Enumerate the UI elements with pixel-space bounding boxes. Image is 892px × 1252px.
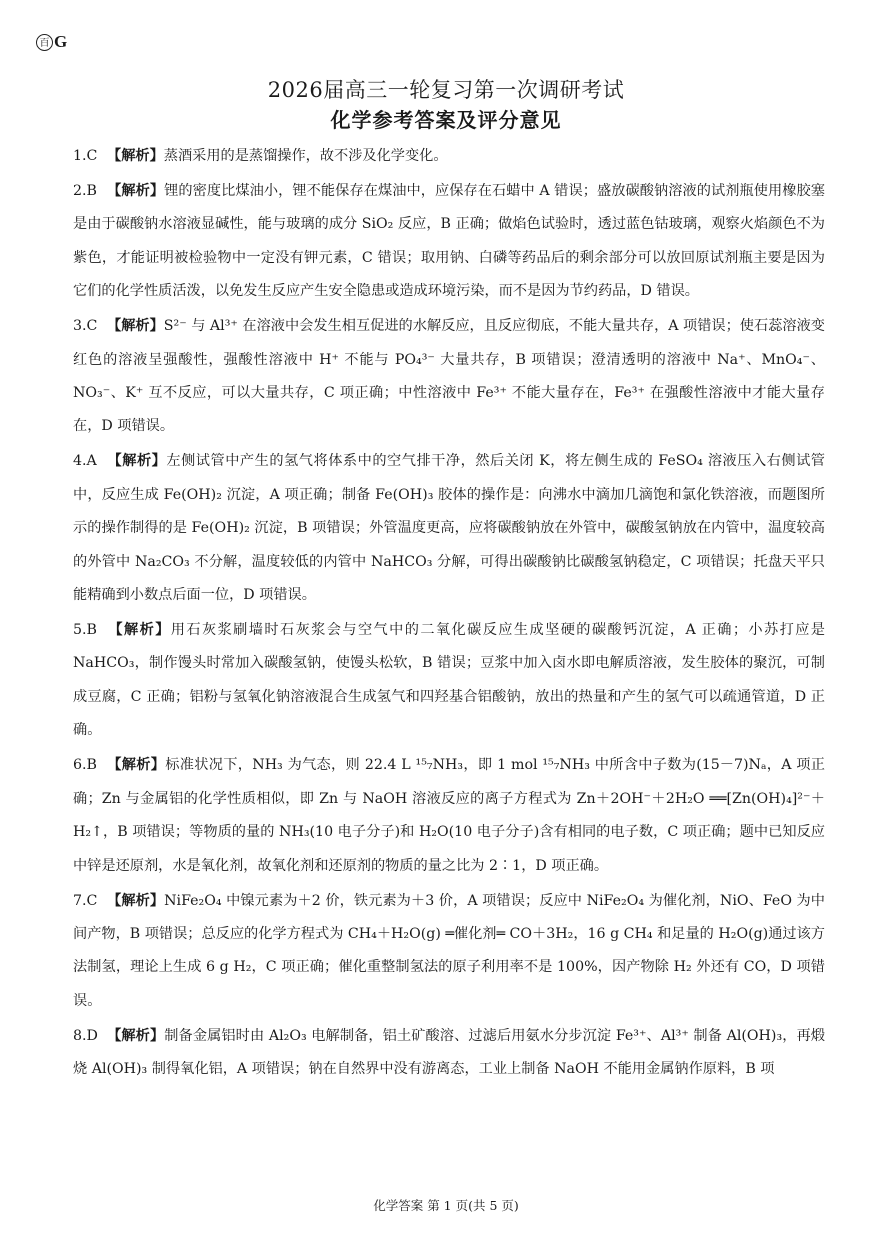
logo-circle: 百 bbox=[36, 34, 53, 51]
analysis-tag: 【解析】 bbox=[107, 453, 167, 470]
exam-title: 2026届高三一轮复习第一次调研考试 bbox=[267, 78, 625, 102]
analysis-text: 用石灰浆刷墙时石灰浆会与空气中的二氧化碳反应生成坚硬的碳酸钙沉淀，A 正确；小苏打应是 NaHCO₃，制作馒头时常加入碳酸氢钠，使馒头松软，B 错误；豆浆中加入卤水即电解质溶液，发生胶体的聚沉，可制成豆腐，C 正确；铝粉与氢氧化钠溶液混合生成氢气和四羟基合铝酸钠，放出的热量和产生的氢气可以疏通管道，D 正确。 bbox=[73, 622, 825, 739]
page-footer: 化学答案 第 1 页(共 5 页) bbox=[373, 1198, 519, 1213]
analysis-text: 蒸酒采用的是蒸馏操作，故不涉及化学变化。 bbox=[163, 148, 448, 164]
answer-number: 2.B bbox=[73, 183, 97, 199]
analysis-tag: 【解析】 bbox=[107, 622, 171, 639]
answer-number: 5.B bbox=[73, 622, 97, 639]
analysis-text: S²⁻ 与 Al³⁺ 在溶液中会发生相互促进的水解反应，且反应彻底，不能大量共存，A 项错误；使石蕊溶液变红色的溶液呈强酸性，强酸性溶液中 H⁺ 不能与 PO₄³⁻ 大量共存，B 项错误；澄清透明的溶液中 Na⁺、MnO₄⁻、NO₃⁻、K⁺ 互不反应，可以大量共存，C 项正确；中性溶液中 Fe³⁺ 不能大量存在，Fe³⁺ 在强酸性溶液中才能大量存在，D 项错误。 bbox=[73, 318, 825, 435]
analysis-tag: 【解析】 bbox=[107, 183, 165, 199]
answer-list bbox=[73, 140, 825, 1088]
analysis-tag: 【解析】 bbox=[107, 1027, 165, 1044]
answer-item-6 bbox=[73, 749, 825, 883]
answer-number: 6.B bbox=[73, 757, 97, 774]
answer-item-2 bbox=[73, 175, 825, 309]
answer-number: 7.C bbox=[73, 892, 98, 909]
answer-item-5 bbox=[73, 614, 825, 748]
answer-item-1 bbox=[73, 140, 825, 173]
logo-letter: G bbox=[54, 32, 68, 51]
publisher-logo bbox=[36, 32, 67, 52]
answer-number: 1.C bbox=[73, 148, 98, 164]
answer-item-3 bbox=[73, 310, 825, 444]
analysis-tag: 【解析】 bbox=[107, 318, 164, 335]
analysis-text: 锂的密度比煤油小，锂不能保存在煤油中，应保存在石蜡中 A 错误；盛放碳酸钠溶液的试剂瓶使用橡胶塞是由于碳酸钠水溶液显碱性，能与玻璃的成分 SiO₂ 反应，B 正确；做焰色试验时，透过蓝色钴玻璃，观察火焰颜色不为紫色，才能证明被检验物中一定没有钾元素，C 错误；取用钠、白磷等药品后的剩余部分可以放回原试剂瓶主要是因为它们的化学性质活泼，以免发生反应产生安全隐患或造成环境污染，而不是因为节约药品，D 错误。 bbox=[73, 183, 825, 300]
analysis-text: 左侧试管中产生的氢气将体系中的空气排干净，然后关闭 K，将左侧生成的 FeSO₄ 溶液压入右侧试管中，反应生成 Fe(OH)₂ 沉淀，A 项正确；制备 Fe(OH)₃ 胶体的操作是：向沸水中滴加几滴饱和氯化铁溶液，而题图所示的操作制得的是 Fe(OH)₂ 沉淀，B 项错误；外管温度更高，应将碳酸钠放在外管中，碳酸氢钠放在内管中，温度较高的外管中 Na₂CO₃ 不分解，温度较低的内管中 NaHCO₃ 分解，可得出碳酸钠比碳酸氢钠稳定，C 项错误；托盘天平只能精确到小数点后面一位，D 项错误。 bbox=[73, 453, 825, 604]
analysis-tag: 【解析】 bbox=[107, 892, 165, 909]
answer-item-8 bbox=[73, 1020, 825, 1087]
answer-number: 3.C bbox=[73, 318, 98, 335]
analysis-tag: 【解析】 bbox=[107, 757, 166, 774]
answer-item-7 bbox=[73, 885, 825, 1019]
answer-number: 4.A bbox=[73, 453, 97, 470]
analysis-tag: 【解析】 bbox=[107, 148, 164, 164]
answer-number: 8.D bbox=[73, 1027, 98, 1044]
analysis-text: 标准状况下，NH₃ 为气态，则 22.4 L ¹⁵₇NH₃，即 1 mol ¹⁵₇NH₃ 中所含中子数为(15－7)Nₐ，A 项正确；Zn 与金属铝的化学性质相似，即 Zn 与 NaOH 溶液反应的离子方程式为 Zn＋2OH⁻＋2H₂O ══[Zn(OH)₄]²⁻＋H₂↑，B 项错误；等物质的量的 NH₃(10 电子分子)和 H₂O(10 电子分子)含有相同的电子数，C 项正确；题中已知反应中锌是还原剂，水是氧化剂，故氧化剂和还原剂的物质的量之比为 2∶1，D 项正确。 bbox=[73, 757, 825, 874]
analysis-text: 制备金属铝时由 Al₂O₃ 电解制备，铝土矿酸溶、过滤后用氨水分步沉淀 Fe³⁺、Al³⁺ 制备 Al(OH)₃，再煅烧 Al(OH)₃ 制得氧化铝，A 项错误；钠在自然界中没有游离态，工业上制备 NaOH 不能用金属钠作原料，B 项 bbox=[73, 1027, 825, 1078]
answer-item-4 bbox=[73, 445, 825, 612]
answer-subtitle: 化学参考答案及评分意见 bbox=[330, 108, 562, 132]
analysis-text: NiFe₂O₄ 中镍元素为＋2 价，铁元素为＋3 价，A 项错误；反应中 NiFe₂O₄ 为催化剂，NiO、FeO 为中间产物，B 项错误；总反应的化学方程式为 CH₄＋H₂O(g) ═催化剂═ CO＋3H₂，16 g CH₄ 和足量的 H₂O(g)通过该方法制氢，理论上生成 6 g H₂，C 项正确；催化重整制氢法的原子利用率不是 100%，因产物除 H₂ 外还有 CO，D 项错误。 bbox=[73, 892, 825, 1009]
